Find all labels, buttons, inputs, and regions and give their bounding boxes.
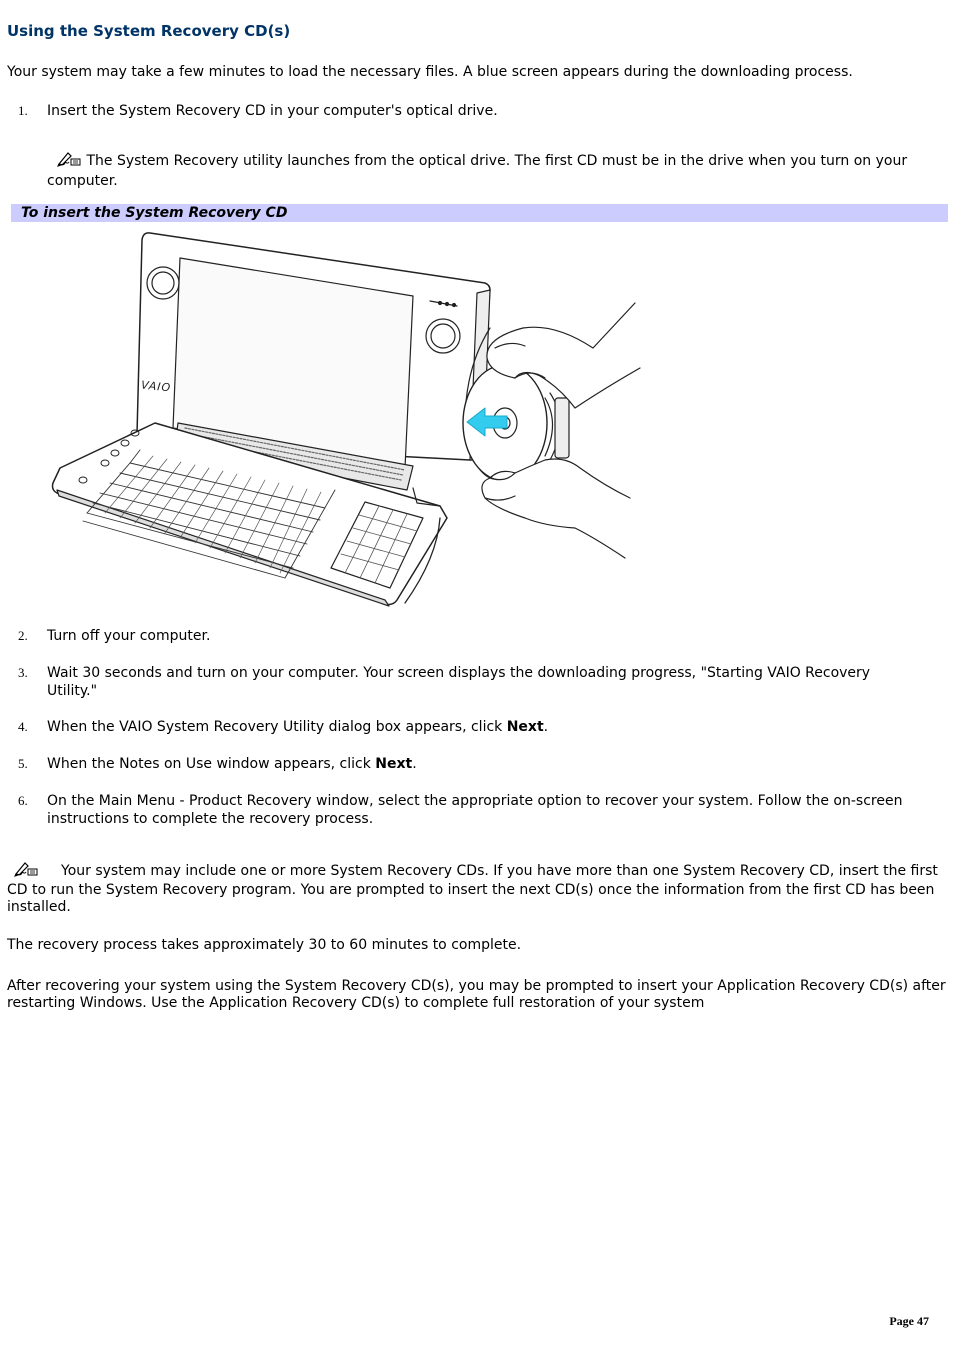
step-text-part: .	[543, 719, 549, 735]
note-pencil-icon	[57, 150, 82, 172]
step-text	[47, 718, 937, 736]
note-text: Your system may include one or more System Recovery CDs. If you have more than one System Recovery CD, insert the first CD to run the System Recovery program. You are prompted to insert the next CD(s) once the information from the first CD has been installed.	[7, 863, 938, 915]
page-number: Page 47	[889, 1314, 929, 1328]
note-block	[47, 150, 937, 190]
vaio-logo: VAIO	[140, 378, 172, 395]
step-text	[47, 755, 937, 773]
figure-caption: To insert the System Recovery CD	[21, 205, 288, 221]
cd-insert-illustration	[45, 228, 645, 608]
step-number: 1.	[18, 103, 28, 118]
step-number: 4.	[18, 719, 28, 734]
step-text-part: When the VAIO System Recovery Utility dialog box appears, click	[47, 719, 507, 735]
note-pencil-icon	[14, 860, 39, 882]
next-label: Next	[375, 756, 413, 772]
step-number: 5.	[18, 756, 28, 771]
step-number: 3.	[18, 665, 28, 680]
step-text: On the Main Menu - Product Recovery window, select the appropriate option to recover your system. Follow the on-screen instructions to complete the recovery process.	[47, 793, 903, 827]
step-text: Wait 30 seconds and turn on your computer. Your screen displays the downloading progress, "Starting VAIO Recovery Utility."	[47, 665, 871, 699]
duration-paragraph: The recovery process takes approximately 30 to 60 minutes to complete.	[7, 937, 522, 953]
step-text-part: .	[412, 756, 417, 772]
note-block	[7, 860, 947, 916]
after-recovery-paragraph: After recovering your system using the System Recovery CD(s), you may be prompted to insert your Application Recovery CD(s) after restarting Windows. Use the Application Recovery CD(s) to complete full restoration of your system	[7, 978, 946, 1011]
step-text: Turn off your computer.	[47, 628, 211, 644]
intro-paragraph: Your system may take a few minutes to load the necessary files. A blue screen appears during the downloading process.	[7, 64, 853, 80]
step-number: 6.	[18, 793, 28, 808]
note-text: The System Recovery utility launches from the optical drive. The first CD must be in the drive when you turn on your computer.	[47, 153, 908, 189]
step-number: 2.	[18, 628, 28, 643]
step-text-part: When the Notes on Use window appears, click	[47, 756, 376, 772]
page-title: Using the System Recovery CD(s)	[7, 22, 291, 40]
next-label: Next	[506, 719, 544, 735]
step-text: Insert the System Recovery CD in your computer's optical drive.	[47, 103, 498, 119]
